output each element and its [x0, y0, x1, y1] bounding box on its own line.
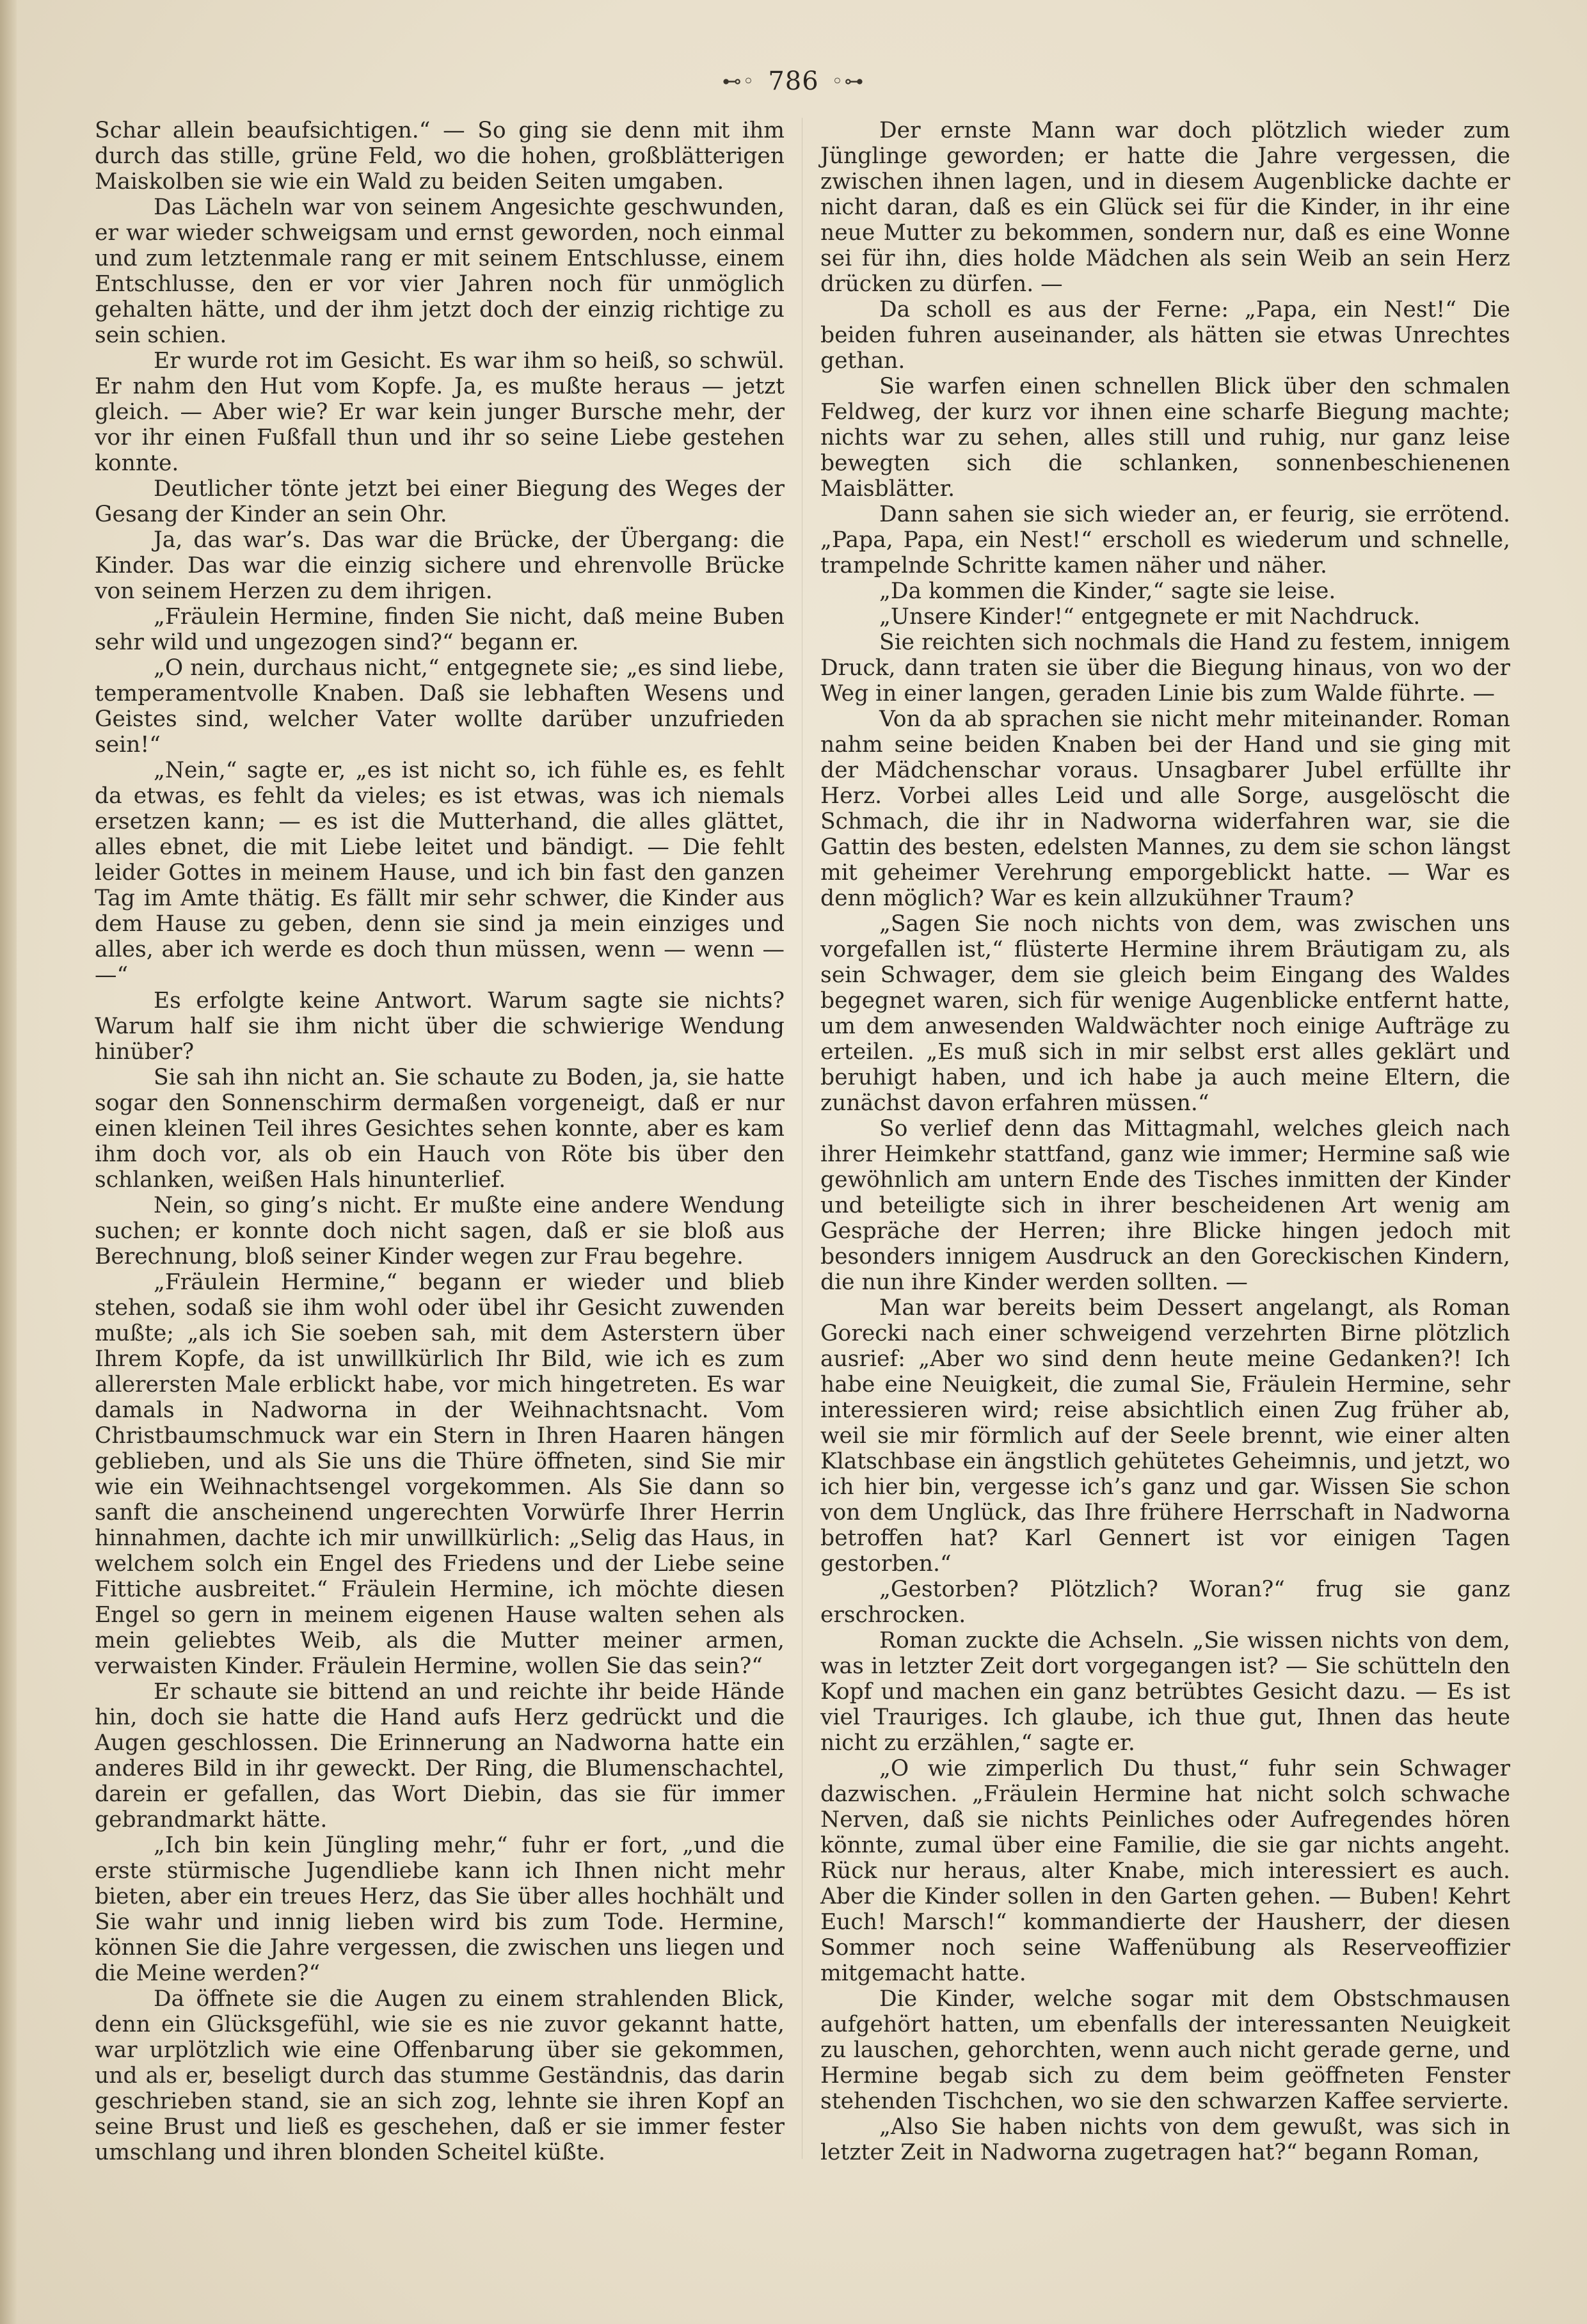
- paragraph: Da öffnete sie die Augen zu einem strahlenden Blick, denn ein Glücksgefühl, wie sie es nie zuvor gekannt hatte, war urplötzlich wie eine Offenbarung über sie gekommen, und als er, beseligt durch das stumme Geständnis, das darin geschrieben stand, sie an sich zog, lehnte sie ihren Kopf an seine Brust und ließ es geschehen, daß er sie immer fester umschlang und ihren blonden Scheitel küßte.: [95, 1986, 785, 2165]
- paragraph: Da scholl es aus der Ferne: „Papa, ein Nest!“ Die beiden fuhren auseinander, als hätten sie etwas Unrechtes gethan.: [820, 297, 1510, 374]
- paragraph: „Gestorben? Plötzlich? Woran?“ frug sie ganz erschrocken.: [820, 1577, 1510, 1628]
- paragraph: Sie warfen einen schnellen Blick über den schmalen Feldweg, der kurz vor ihnen eine scharfe Biegung machte; nichts war zu sehen, alles still und ruhig, nur ganz leise bewegten sich die schlanken, sonnenbeschienenen Maisblätter.: [820, 374, 1510, 502]
- paragraph: Die Kinder, welche sogar mit dem Obstschmausen aufgehört hatten, um ebenfalls der interessanten Neuigkeit zu lauschen, gehorchten, wenn auch nicht gerade gerne, und Hermine begab sich zu dem beim geöffneten Fenster stehenden Tischchen, wo sie den schwarzen Kaffee servierte.: [820, 1986, 1510, 2114]
- paragraph: „Nein,“ sagte er, „es ist nicht so, ich fühle es, es fehlt da etwas, es fehlt da vieles; es ist etwas, was ich niemals ersetzen kann; — es ist die Mutterhand, die alles glättet, alles ebnet, die mit Liebe leitet und bändigt. — Die fehlt leider Gottes in meinem Hause, und ich bin fast den ganzen Tag im Amte thätig. Es fällt mir sehr schwer, die Kinder aus dem Hause zu geben, denn sie sind ja mein einziges und alles, aber ich werde es doch thun müssen, wenn — wenn — —“: [95, 758, 785, 988]
- paragraph: „Unsere Kinder!“ entgegnete er mit Nachdruck.: [879, 604, 1421, 630]
- paragraph: So verlief denn das Mittagmahl, welches gleich nach ihrer Heimkehr stattfand, ganz wie immer; Hermine saß wie gewöhnlich am untern Ende des Tisches inmitten der Kinder und beteiligte sich in ihrer bescheidenen Art wenig am Gespräche der Herren; ihre Blicke hingen jedoch mit besonders innigem Ausdruck an den Goreckischen Kindern, die nun ihre Kinder werden sollten. —: [820, 1116, 1510, 1295]
- paragraph: Sie sah ihn nicht an. Sie schaute zu Boden, ja, sie hatte sogar den Sonnenschirm dermaßen vorgeneigt, daß er nur einen kleinen Teil ihres Gesichtes sehen konnte, aber es kam ihm doch vor, als ob ein Hauch von Röte bis über den schlanken, weißen Hals hinunterlief.: [95, 1065, 785, 1193]
- paragraph: Nein, so ging’s nicht. Er mußte eine andere Wendung suchen; er konnte doch nicht sagen, daß er sie bloß aus Berechnung, bloß seiner Kinder wegen zur Frau begehre.: [95, 1193, 785, 1269]
- paragraph: Ja, das war’s. Das war die Brücke, der Übergang: die Kinder. Das war die einzig sichere und ehrenvolle Brücke von seinem Herzen zu dem ihrigen.: [95, 527, 785, 604]
- paragraph: „Da kommen die Kinder,“ sagte sie leise.: [879, 578, 1336, 604]
- paragraph: „Ich bin kein Jüngling mehr,“ fuhr er fort, „und die erste stürmische Jugendliebe kann ich Ihnen nicht mehr bieten, aber ein treues Herz, das Sie über alles hochhält und Sie wahr und innig lieben wird bis zum Tode. Hermine, können Sie die Jahre vergessen, die zwischen uns liegen und die Meine werden?“: [95, 1833, 785, 1986]
- paragraph: „Sagen Sie noch nichts von dem, was zwischen uns vorgefallen ist,“ flüsterte Hermine ihrem Bräutigam zu, als sein Schwager, dem sie gleich beim Eingang des Waldes begegnet waren, sich für wenige Augenblicke entfernt hatte, um dem anwesenden Waldwächter noch einige Aufträge zu erteilen. „Es muß sich in mir selbst erst alles geklärt und beruhigt haben, und ich habe ja auch meine Eltern, die zunächst davon erfahren müssen.“: [820, 911, 1510, 1116]
- paragraph: Roman zuckte die Achseln. „Sie wissen nichts von dem, was in letzter Zeit dort vorgegangen ist? — Sie schütteln den Kopf und machen ein ganz betrübtes Gesicht dazu. — Es ist viel Trauriges. Ich glaube, ich thue gut, Ihnen das heute nicht zu erzählen,“ sagte er.: [820, 1628, 1510, 1756]
- left-text-column: [95, 118, 785, 2165]
- paragraph: Er wurde rot im Gesicht. Es war ihm so heiß, so schwül. Er nahm den Hut vom Kopfe. Ja, es mußte heraus — jetzt gleich. — Aber wie? Er war kein junger Bursche mehr, der vor ihr einen Fußfall thun und ihr so seine Liebe gestehen konnte.: [95, 348, 785, 476]
- page-header: [0, 59, 1587, 104]
- page-edge-shadow: [0, 0, 17, 2324]
- paragraph: „O wie zimperlich Du thust,“ fuhr sein Schwager dazwischen. „Fräulein Hermine hat nicht solch schwache Nerven, daß sie nichts Peinliches oder Aufregendes hören könnte, zumal über eine Familie, die sie gar nichts angeht. Rück nur heraus, alter Knabe, mich interessiert es auch. Aber die Kinder sollen in den Garten gehen. — Buben! Kehrt Euch! Marsch!“ kommandierte der Hausherr, der diesen Sommer noch seine Waffenübung als Reserveoffizier mitgemacht hatte.: [820, 1756, 1510, 1986]
- paragraph: Man war bereits beim Dessert angelangt, als Roman Gorecki nach einer schweigend verzehrten Birne plötzlich ausrief: „Aber wo sind denn heute meine Gedanken?! Ich habe eine Neuigkeit, die zumal Sie, Fräulein Hermine, sehr interessieren wird; reise absichtlich einen Zug früher ab, weil sie mir förmlich auf der Seele brennt, wie einer alten Klatschbase ein ängstlich gehütetes Geheimnis, und jetzt, wo ich hier bin, vergesse ich’s ganz und gar. Wissen Sie schon von dem Unglück, das Ihre frühere Herrschaft in Nadworna betroffen hat? Karl Gennert ist vor einigen Tagen gestorben.“: [820, 1295, 1510, 1577]
- paragraph: „Fräulein Hermine,“ begann er wieder und blieb stehen, sodaß sie ihm wohl oder übel ihr Gesicht zuwenden mußte; „als ich Sie soeben sah, mit dem Asterstern über Ihrem Kopfe, da ist unwillkürlich Ihr Bild, wie ich es zum allerersten Male erblickt habe, vor mich hingetreten. Es war damals in Nadworna in der Weihnachtsnacht. Vom Christbaumschmuck war ein Stern in Ihren Haaren hängen geblieben, und als Sie uns die Thüre öffneten, sind Sie mir wie ein Weihnachtsengel vorgekommen. Als Sie dann so sanft die anscheinend ungerechten Vorwürfe Ihrer Herrin hinnahmen, dachte ich mir unwillkürlich: „Selig das Haus, in welchem solch ein Engel des Friedens und der Liebe seine Fittiche ausbreitet.“ Fräulein Hermine, ich möchte diesen Engel so gern in meinem eigenen Hause walten sehen als mein geliebtes Weib, als die Mutter meiner armen, verwaisten Kinder. Fräulein Hermine, wollen Sie das sein?“: [95, 1269, 785, 1679]
- paragraph: Er schaute sie bittend an und reichte ihr beide Hände hin, doch sie hatte die Hand aufs Herz gedrückt und die Augen geschlossen. Die Erinnerung an Nadworna hatte ein anderes Bild in ihr geweckt. Der Ring, die Blumenschachtel, darein er gefallen, das Wort Diebin, das sie für immer gebrandmarkt hätte.: [95, 1679, 785, 1833]
- paragraph: „O nein, durchaus nicht,“ entgegnete sie; „es sind liebe, temperamentvolle Knaben. Daß sie lebhaften Wesens und Geistes sind, welcher Vater wollte darüber unzufrieden sein!“: [95, 655, 785, 758]
- paragraph: Es erfolgte keine Antwort. Warum sagte sie nichts? Warum half sie ihm nicht über die schwierige Wendung hinüber?: [95, 988, 785, 1065]
- ornament-right-icon: ◦⊶: [831, 70, 865, 93]
- paragraph: „Also Sie haben nichts von dem gewußt, was sich in letzter Zeit in Nadworna zugetragen hat?“ begann Roman,: [820, 2114, 1510, 2165]
- paragraph: Deutlicher tönte jetzt bei einer Biegung des Weges der Gesang der Kinder an sein Ohr.: [95, 476, 785, 527]
- page-number: 786: [768, 67, 819, 96]
- paragraph: Dann sahen sie sich wieder an, er feurig, sie errötend. „Papa, Papa, ein Nest!“ erscholl es wiederum und schnelle, trampelnde Schritte kamen näher und näher.: [820, 502, 1510, 578]
- ornament-left-icon: ⊷◦: [722, 70, 756, 93]
- right-text-column: [820, 118, 1510, 2165]
- paragraph: Sie reichten sich nochmals die Hand zu festem, innigem Druck, dann traten sie über die Biegung hinaus, von wo der Weg in einer langen, geraden Linie bis zum Walde führte. —: [820, 630, 1510, 706]
- paragraph: Von da ab sprachen sie nicht mehr miteinander. Roman nahm seine beiden Knaben bei der Hand und sie ging mit der Mädchenschar voraus. Unsagbarer Jubel erfüllte ihr Herz. Vorbei alles Leid und alle Sorge, ausgelöscht die Schmach, die ihr in Nadworna widerfahren war, sie die Gattin des besten, edelsten Mannes, zu dem sie schon längst mit geheimer Verehrung emporgeblickt hatte. — War es denn möglich? War es kein allzukühner Traum?: [820, 706, 1510, 911]
- paragraph: Schar allein beaufsichtigen.“ — So ging sie denn mit ihm durch das stille, grüne Feld, wo die hohen, großblätterigen Maiskolben sie wie ein Wald zu beiden Seiten umgaben.: [95, 118, 785, 195]
- paragraph: Das Lächeln war von seinem Angesichte geschwunden, er war wieder schweigsam und ernst geworden, noch einmal und zum letztenmale rang er mit seinem Entschlusse, einem Entschlusse, den er vor vier Jahren noch für unmöglich gehalten hätte, und der ihm jetzt doch der einzig richtige zu sein schien.: [95, 195, 785, 348]
- paragraph: Der ernste Mann war doch plötzlich wieder zum Jünglinge geworden; er hatte die Jahre vergessen, die zwischen ihnen lagen, und in diesem Augenblicke dachte er nicht daran, daß es ein Glück sei für die Kinder, in ihr eine neue Mutter zu bekommen, sondern nur, daß es eine Wonne sei für ihn, dies holde Mädchen als sein Weib an sein Herz drücken zu dürfen. —: [820, 118, 1510, 297]
- paragraph: „Fräulein Hermine, finden Sie nicht, daß meine Buben sehr wild und ungezogen sind?“ begann er.: [95, 604, 785, 655]
